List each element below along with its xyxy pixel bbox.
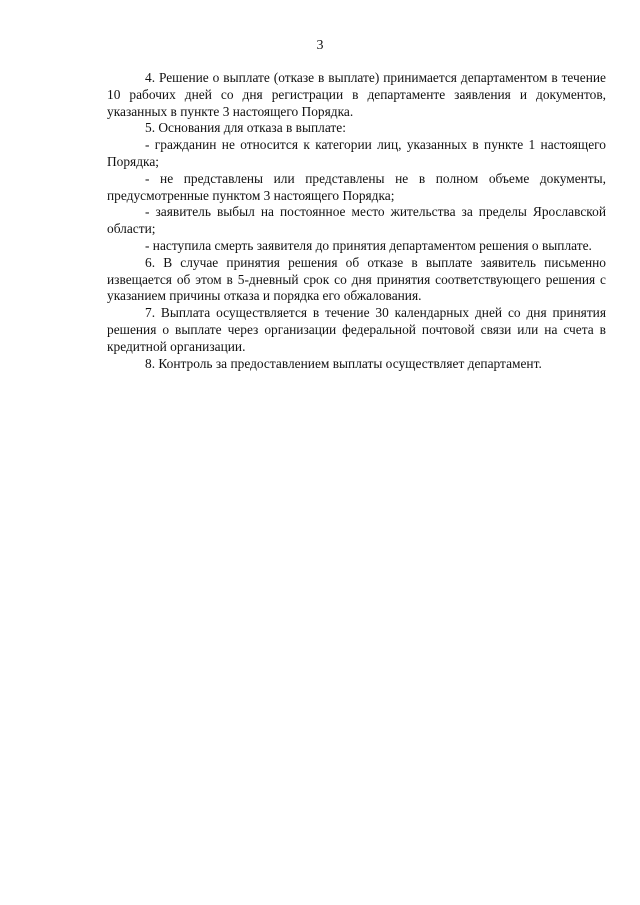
list-item-death: - наступила смерть заявителя до принятия департаментом решения о выплате. (145, 237, 592, 253)
paragraph-payment-term: 7. Выплата осуществляется в течение 30 календарных дней со дня принятия решения о выплате через организации федеральной почтовой связи или на счета в кредитной организации. (107, 305, 606, 354)
list-item-documents-missing: - не представлены или представлены не в полном объеме документы, предусмотренные пунктом 3 настоящего Порядка; (107, 170, 606, 203)
paragraph-decision-term: 4. Решение о выплате (отказе в выплате) принимается департаментом в течение 10 рабочих дней со дня регистрации в департаменте заявления и документов, указанных в пункте 3 настоящего Порядка. (107, 70, 606, 119)
list-item-moved-out: - заявитель выбыл на постоянное место жительства за пределы Ярославской области; (107, 204, 606, 237)
paragraph-control: 8. Контроль за предоставлением выплаты осуществляет департамент. (145, 355, 542, 371)
document-body (107, 70, 606, 372)
page-number: 3 (316, 38, 324, 53)
paragraph-refusal-grounds-heading: 5. Основания для отказа в выплате: (145, 120, 346, 136)
list-item-not-in-category: - гражданин не относится к категории лиц, указанных в пункте 1 настоящего Порядка; (107, 137, 606, 169)
paragraph-refusal-notice: 6. В случае принятия решения об отказе в выплате заявитель письменно извещается об этом в 5-дневный срок со дня принятия соответствующего решения с указанием причины отказа и порядка его обжалования. (107, 254, 606, 304)
